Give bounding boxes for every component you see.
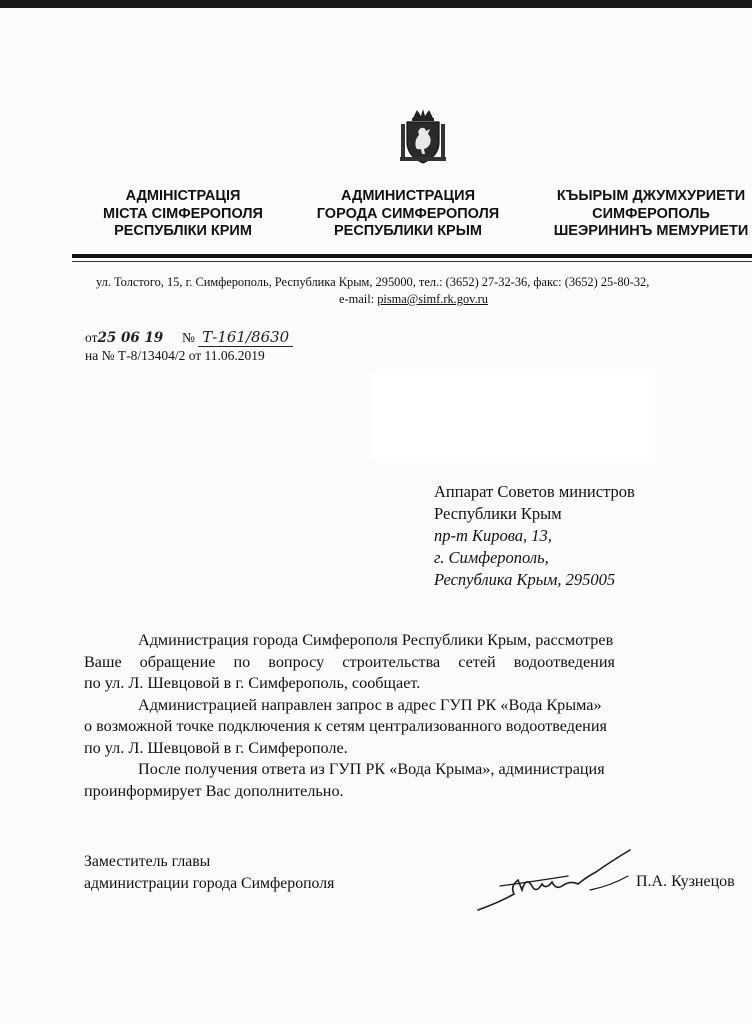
redacted-area [372, 366, 657, 466]
header-divider-thick [72, 254, 752, 258]
body-line: по ул. Л. Шевцовой в г. Симферополе. [84, 738, 348, 757]
handwritten-outgoing-number: Т-161/8630 [198, 328, 293, 347]
contact-details [96, 274, 752, 308]
body-line: о возможной точке подключения к сетям централизованного водоотведения [84, 717, 607, 735]
org-name-crimean-tatar: КЪЫРЫМ ДЖУМХУРИЕТИ СИМФЕРОПОЛЬ ШЕЭРИНИНЪ МЕМУРИЕТИ [553, 188, 749, 239]
body-line: по ул. Л. Шевцовой в г. Симферополь, сообщает. [84, 674, 421, 692]
body-line: Ваше обращение по вопросу строительства сетей водоотведения [84, 652, 615, 671]
signatory-name: П.А. Кузнецов [636, 873, 735, 890]
crimea-coat-of-arms-icon [397, 108, 449, 166]
signatory-title: Заместитель главы администрации города Симферополя [84, 853, 335, 892]
email-link[interactable]: pisma@simf.rk.gov.ru [377, 292, 488, 306]
addressee-block: Аппарат Советов министров Республики Крым пр-т Кирова, 13, г. Симферополь, Республика Крым, 295005 [434, 482, 635, 589]
body-line: После получения ответа из ГУП РК «Вода Крыма», администрация [138, 760, 605, 778]
contact-address-line: ул. Толстого, 15, г. Симферополь, Республика Крым, 295000, тел.: (3652) 27-32-36, факс: (3652) 25-80-32, [96, 275, 650, 289]
letter-page [0, 8, 752, 1024]
body-line: Администрация города Симферополя Республики Крым, рассмотрев [138, 631, 614, 649]
handwritten-date: 25 06 19 [97, 330, 164, 346]
outgoing-reference: от25 06 19 № Т-161/8630 на № Т-8/13404/2 от 11.06.2019 [85, 328, 293, 365]
org-name-ukrainian: АДМІНІСТРАЦІЯ МІСТА СІМФЕРОПОЛЯ РЕСПУБЛІКИ КРИМ [103, 188, 263, 239]
contact-email-line: e-mail: pisma@simf.rk.gov.ru [339, 292, 488, 306]
org-name-russian: АДМИНИСТРАЦИЯ ГОРОДА СИМФЕРОПОЛЯ РЕСПУБЛИКИ КРЫМ [316, 188, 500, 239]
incoming-reference: на № Т-8/13404/2 от 11.06.2019 [85, 348, 265, 363]
body-line: проинформирует Вас дополнительно. [84, 781, 344, 800]
handwritten-signature [470, 846, 640, 918]
header-divider-thin [72, 261, 752, 262]
body-line: Администрацией направлен запрос в адрес ГУП РК «Вода Крыма» [138, 695, 602, 714]
letter-body [84, 630, 752, 802]
